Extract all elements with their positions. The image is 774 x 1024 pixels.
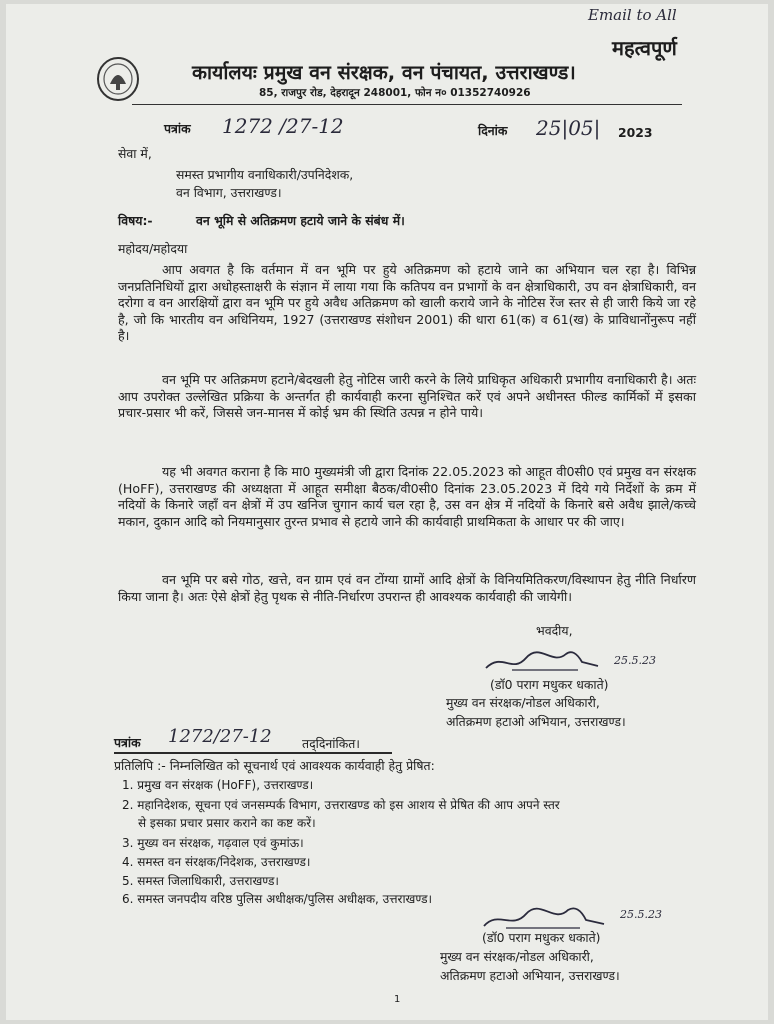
copy-list-item-6: 6. समस्त जनपदीय वरिष्ठ पुलिस अधीक्षक/पुलिस अधीक्षक, उत्तराखण्ड। [122,892,433,906]
copy-list-item-1: 1. प्रमुख वन संरक्षक (HoFF), उत्तराखण्ड। [122,778,314,792]
copy-intro: प्रतिलिपि :- निम्नलिखित को सूचनार्थ एवं आवश्यक कार्यवाही हेतु प्रेषित: [114,758,435,773]
forest-department-emblem-icon [96,56,140,102]
top-handwritten-note: Email to All [588,6,677,24]
letter-number-label: पत्रांक [164,121,191,136]
page-number: 1 [394,994,401,1005]
date-label: दिनांक [478,123,508,138]
copy-number-label: पत्रांक [114,735,141,750]
subject-label: विषय:- [118,213,153,228]
copy-list-item-4: 4. समस्त वन संरक्षक/निदेशक, उत्तराखण्ड। [122,855,311,869]
recipient-line-1: समस्त प्रभागीय वनाधिकारी/उपनिदेशक, [176,167,354,182]
subject-text: वन भूमि से अतिक्रमण हटाये जाने के संबंध में। [196,213,405,228]
paragraph-1: आप अवगत है कि वर्तमान में वन भूमि पर हुये अतिक्रमण को हटाये जाने का अभियान चल रहा है। विभिन्न जनप्रतिनिधियों द्वारा अधोहस्ताक्षरी के संज्ञान में लाया गया कि कतिपय वन प्रभागों के वन क्षेत्राधिकारी, उप वन क्षेत्राधिकारी, वन दरोगा व वन आरक्षियों द्वारा वन भूमि पर हुये अवैध अतिक्रमण को खाली कराये जाने के नोटिस रेंज स्तर से ही जारी किये जा रहे है, जो कि भारतीय वन अधिनियम, 1927 (उत्तराखण्ड संशोधन 2001) की धारा 61(क) व 61(ख) के प्राविधानोंनुरूप नहीं है। [118,262,696,344]
header-divider [132,104,682,105]
signatory-name: (डॉ0 पराग मधुकर धकाते) [490,677,609,692]
date-year: 2023 [618,125,653,140]
importance-stamp: महत्वपूर्ण [612,36,677,60]
signature-2-date: 25.5.23 [620,908,662,921]
closing: भवदीय, [536,623,573,638]
signature-1-icon [482,644,602,678]
signature-1-date: 25.5.23 [614,654,656,667]
letter-page [6,4,768,1020]
salutation: महोदय/महोदया [118,241,188,256]
recipient-line-2: वन विभाग, उत्तराखण्ड। [176,185,282,200]
paragraph-4: वन भूमि पर बसे गोठ, खत्ते, वन ग्राम एवं वन टोंग्या ग्रामों आदि क्षेत्रों के विनियमितिकरण/विस्थापन हेतु नीति निर्धारण किया जाना है। अतः ऐसे क्षेत्रों हेतु पृथक से नीति-निर्धारण उपरान्त ही आवश्यक कार्यवाही की जायेगी। [118,572,696,604]
office-address: 85, राजपुर रोड, देहरादून 248001, फोन न० 01352740926 [259,87,531,99]
copy-list-item-2: 2. महानिदेशक, सूचना एवं जनसम्पर्क विभाग, उत्तराखण्ड को इस आशय से प्रेषित की आप अपने स्तर [122,798,560,812]
to-label: सेवा में, [118,146,152,161]
copy-list-item-3: 3. मुख्य वन संरक्षक, गढ़वाल एवं कुमांऊ। [122,836,304,850]
paragraph-3: यह भी अवगत कराना है कि मा0 मुख्यमंत्री जी द्वारा दिनांक 22.05.2023 को आहूत वी0सी0 एवं प्रमुख वन संरक्षक (HoFF), उत्तराखण्ड की अध्यक्षता में आहूत समीक्षा बैठक/वी0सी0 दिनांक 23.05.2023 में दिये गये निर्देशों के क्रम में नदियों के किनारे जहाँ वन क्षेत्रों में उप खनिज चुगान कार्य चल रहा है, उस वन क्षेत्र में नदियों के किनारे बसे अवैध झाले/कच्चे मकान, दुकान आदि को नियमानुसार तुरन्त प्रभाव से हटाये जाने की कार्यवाही प्राथमिकता के आधार पर की जाए। [118,464,696,529]
office-title: कार्यालयः प्रमुख वन संरक्षक, वन पंचायत, उत्तराखण्ड। [192,61,576,84]
copy-number-suffix: तद्‌दिनांकित। [302,736,361,751]
copy-number-underline [114,752,392,754]
date-value: 25|05| [536,116,601,140]
signatory-2-name: (डॉ0 पराग मधुकर धकाते) [482,930,601,945]
signatory-post-1: मुख्य वन संरक्षक/नोडल अधिकारी, [446,695,600,710]
letter-number-value: 1272 /27-12 [222,114,344,138]
copy-number-value: 1272/27-12 [168,726,272,747]
copy-list-item-2-cont: से इसका प्रचार प्रसार कराने का कष्ट करें। [138,816,316,830]
signatory-2-post-1: मुख्य वन संरक्षक/नोडल अधिकारी, [440,949,594,964]
signatory-2-post-2: अतिक्रमण हटाओ अभियान, उत्तराखण्ड। [440,968,620,983]
copy-list-item-5: 5. समस्त जिलाधिकारी, उत्तराखण्ड। [122,874,279,888]
paragraph-2: वन भूमि पर अतिक्रमण हटाने/बेदखली हेतु नोटिस जारी करने के लिये प्राधिकृत अधिकारी प्रभागीय वनाधिकारी है। अतः आप उपरोक्त उल्लेखित प्रक्रिया के अन्तर्गत ही कार्यवाही करना सुनिश्चित करें एवं अपने अधीनस्त फील्ड कार्मिकों में इसका प्रचार-प्रसार भी करें, जिससे जन-मानस में कोई भ्रम की स्थिति उत्पन्न न होने पाये। [118,372,696,421]
signatory-post-2: अतिक्रमण हटाओ अभियान, उत्तराखण्ड। [446,714,626,729]
